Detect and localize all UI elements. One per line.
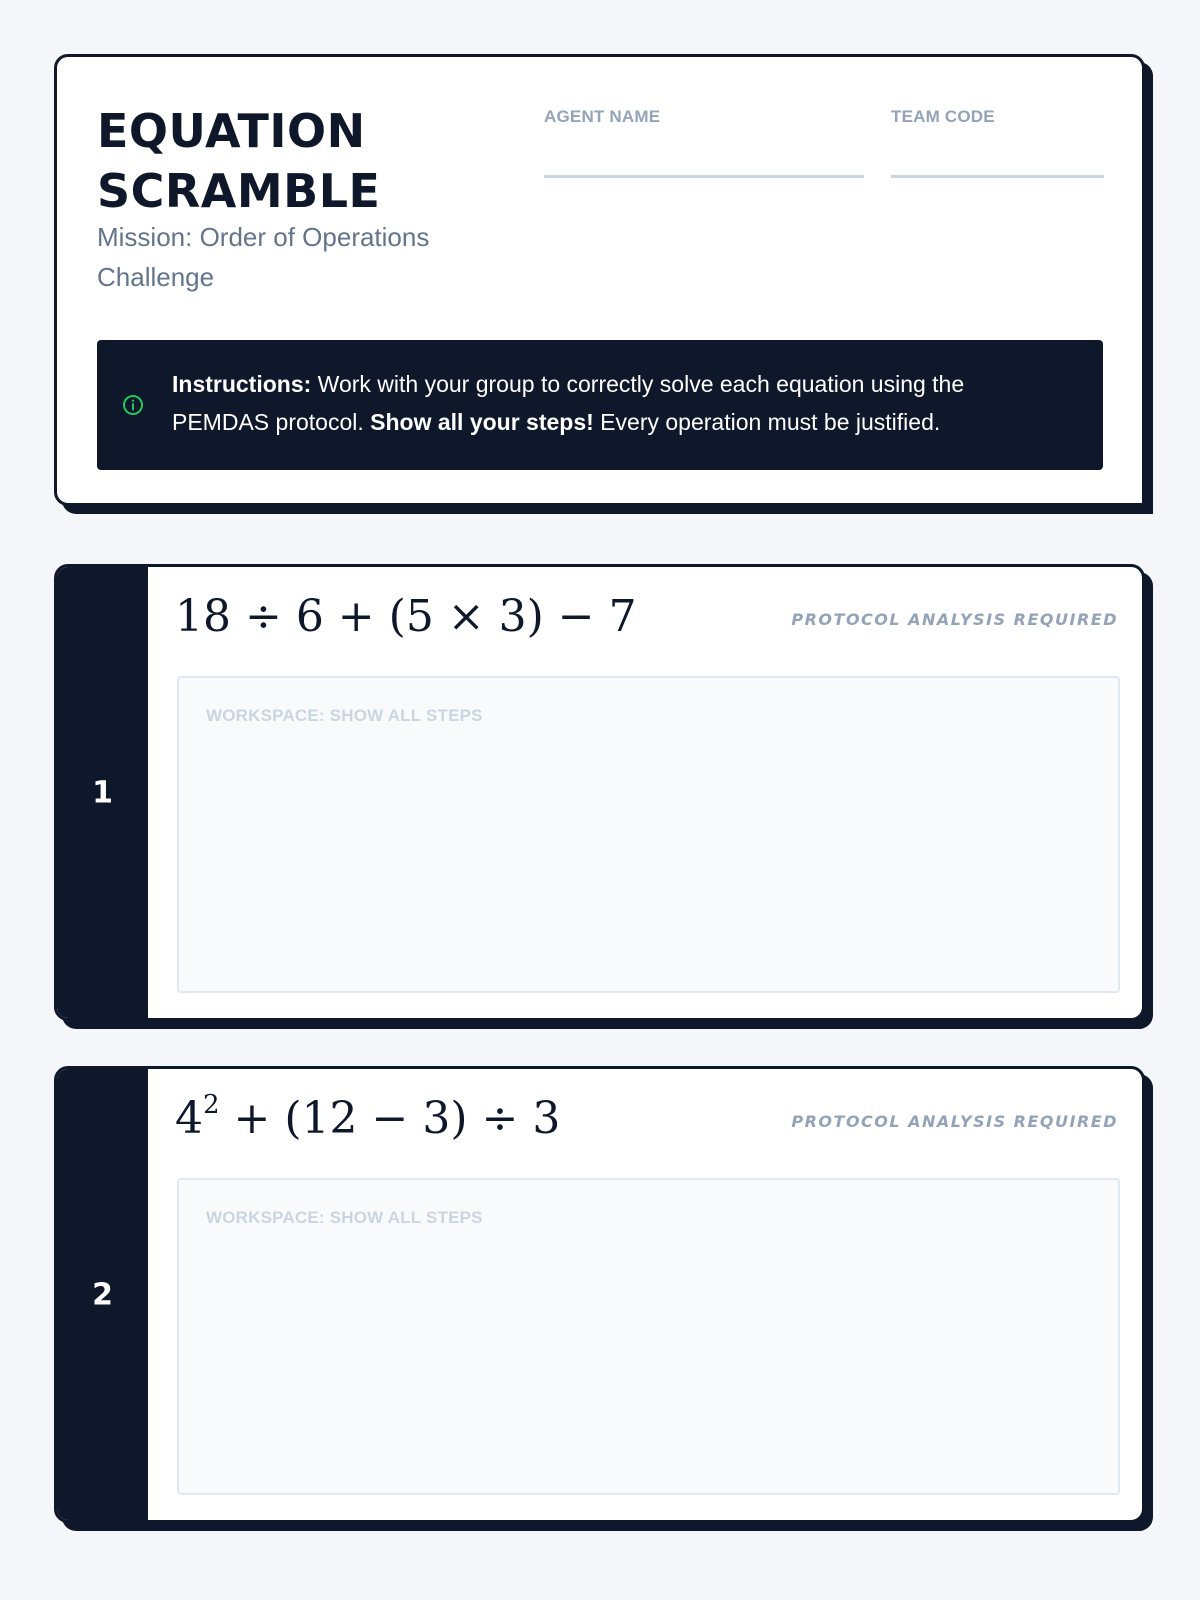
instructions-banner [97,340,1103,470]
agent-name-field[interactable] [544,107,864,178]
info-circle-icon [122,394,144,416]
workspace-label: WORKSPACE: SHOW ALL STEPS [206,706,483,725]
page-title [97,101,380,221]
instructions-text [172,365,1062,441]
problem-card-1 [54,564,1145,1021]
problem-number: 1 [92,775,113,810]
header-card [54,54,1145,506]
equation-rest: + (12 − 3) ÷ 3 [219,1093,561,1144]
instructions-body-2: Every operation must be justified. [593,409,941,435]
title-line-2: SCRAMBLE [97,164,381,218]
problem-number-strip [57,567,148,1018]
agent-name-label: AGENT NAME [544,107,661,126]
instructions-lead: Instructions: [172,371,312,397]
protocol-tag: PROTOCOL ANALYSIS REQUIRED [791,610,1118,629]
team-code-line[interactable] [891,175,1104,178]
workspace-area[interactable] [177,676,1120,993]
instructions-emphasis: Show all your steps! [370,409,594,435]
team-code-label: TEAM CODE [891,107,995,126]
title-line-1: EQUATION [97,104,366,158]
mission-subtitle: Mission: Order of Operations Challenge [97,222,430,292]
problem-number: 2 [92,1277,113,1312]
workspace-area[interactable] [177,1178,1120,1495]
equation-base: 4 [175,1093,203,1144]
equation-exponent: 2 [203,1090,220,1120]
problem-card-2 [54,1066,1145,1523]
problem-number-strip [57,1069,148,1520]
team-code-field[interactable] [891,107,1104,178]
equation: 18 ÷ 6 + (5 × 3) − 7 [175,591,637,642]
equation [175,1091,560,1147]
protocol-tag: PROTOCOL ANALYSIS REQUIRED [791,1112,1118,1131]
workspace-label: WORKSPACE: SHOW ALL STEPS [206,1208,483,1227]
agent-name-line[interactable] [544,175,864,178]
instructions-body-1: Work with your group to correctly solve each equation using the PEMDAS protocol. [172,371,965,435]
